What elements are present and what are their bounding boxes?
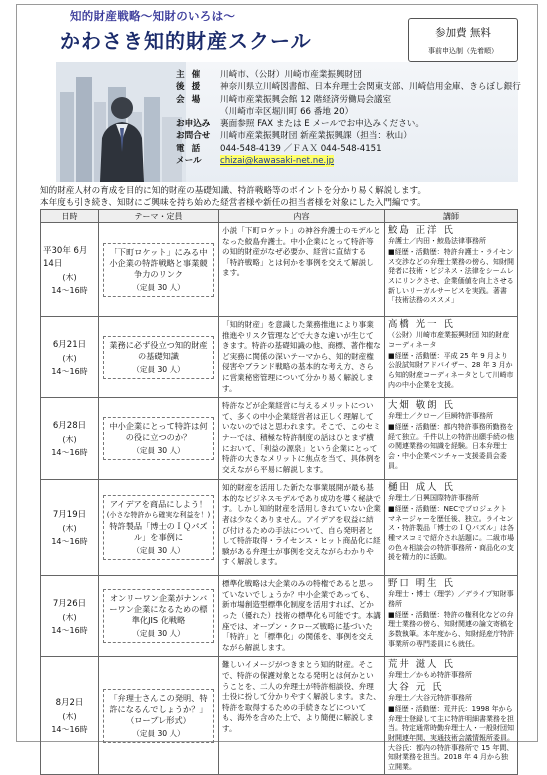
lecturer-name: 荒井 滋人 氏 bbox=[388, 659, 455, 671]
session-date: 6月21日 (木) 14～16時 bbox=[41, 317, 99, 398]
lecturer-bio: ■経歴・活動歴：荒井氏：1998 年から弁理士登録して主に特許明細書業務を担当。特定通常時勤弁理士人・一般財団知財開連年間、実通技術会議情報所委員。大谷氏：都内の特許事務所で 15 年間、知財業務を担当。2018 年 4 月から独立開業。 bbox=[388, 704, 514, 772]
theme-title: 業務に必ず役立つ知的財産の基礎知識 bbox=[109, 339, 208, 361]
contact-label: お問合せ bbox=[176, 131, 211, 142]
capacity: （定員 30 人） bbox=[132, 546, 185, 556]
session-lecturer bbox=[385, 657, 518, 775]
email-link[interactable]: chizai@kawasaki-net.ne.jp bbox=[220, 156, 335, 167]
session-lecturer bbox=[385, 223, 518, 317]
lecturer-name: 鮫島 正洋 氏 bbox=[388, 225, 455, 236]
flyer-subtitle: 知的財産戦略～知財のいろは～ bbox=[70, 9, 236, 23]
lecturer-bio: ■経歴・活動歴：NECでプロジェクトマネージャーを歴任後、独立。ライセンス・特許製品「博士のＩＱパズル」は各種マスコミで紹介され話題に。二級市場の色々相談会の特許事務所・商品化の支援を精力的に活動。 bbox=[388, 504, 514, 562]
session-date: 7月26日 (木) 14～16時 bbox=[41, 576, 99, 657]
intro-line: 知的財産人材の育成を目的に知的財産の基礎知識、特許戦略等のポイントを分かり易く解説します。 bbox=[40, 186, 427, 196]
theme-title: 中小企業にとって特許は何の役に立つのか？ bbox=[109, 421, 208, 443]
lecturer-name: 樋田 成人 氏 bbox=[388, 482, 455, 494]
apply-label: お申込み bbox=[176, 119, 211, 130]
theme-box bbox=[103, 589, 214, 643]
table-row bbox=[41, 398, 518, 480]
fee-note: 事前申込制（先着順） bbox=[428, 47, 498, 55]
theme-title-2: （ロープレ形式） bbox=[126, 714, 191, 725]
venue: 川崎市産業振興会館 12 階経済労働局会議室 bbox=[220, 94, 392, 105]
lecturer-name: 高橋 光一 氏 bbox=[388, 319, 455, 330]
support: 神奈川県立川崎図書館、日本弁理士会関東支部、川崎信用金庫、きらぼし銀行 bbox=[220, 82, 521, 93]
theme-title: アイデアを商品にしよう！ bbox=[109, 499, 208, 510]
lecturer-bio: ■経歴・活動歴：特許弁護士・ライセンス交渉などの弁理士業務の傍ら、知財開発者に技術・ビジネス・法律をシームレスにリンクさせ、企業価値を向上させる新しいリーガルサービスを実践。著書「技術法務のススメ」 bbox=[388, 247, 514, 305]
apply-text: 裏面参照 FAX または E メールでお申込みください。 bbox=[220, 119, 424, 130]
theme-title: 「下町ロケット」にみる中小企業の特許戦略と事業競争力のリンク bbox=[109, 246, 208, 279]
header-date: 日時 bbox=[41, 210, 99, 223]
table-row bbox=[41, 480, 518, 576]
session-date: 7月19日 (木) 14～16時 bbox=[41, 480, 99, 576]
theme-box bbox=[103, 417, 214, 460]
capacity: （定員 30 人） bbox=[132, 446, 185, 456]
session-content: 「知的財産」を意識した業務推進により事業推進やリスク管理などで大きな違いが生じてきます。特許の基礎知識の他、商標、著作権など実務に関係の深いテーマから、知的財産権侵害やブランド戦略の基本的な考え方、さらに営業秘密管理について分かり易く解説します。 bbox=[219, 317, 385, 398]
lecturer-affiliation: 弁理士／日興国際特許事務所 bbox=[388, 494, 479, 503]
table-row bbox=[41, 576, 518, 657]
header-theme: テーマ・定員 bbox=[99, 210, 219, 223]
theme-box bbox=[103, 243, 214, 297]
session-content: 難しいイメージがつきまとう知的財産。そこで、特許の保護対象となる発明とは何かということを、二人の弁理士が特許相談役、弁理士役に扮して分かりやすく解説します。また、特許を取得するための手続きなどについても、海外を含めた上で、より簡便に解説します。 bbox=[219, 657, 385, 775]
capacity: （定員 30 人） bbox=[132, 282, 185, 292]
theme-box bbox=[103, 336, 214, 379]
session-lecturer bbox=[385, 480, 518, 576]
flyer-title: かわさき知的財産スクール bbox=[60, 29, 312, 53]
session-content: 特許などが企業経営に与えるメリットについて、多くの中小企業経営者は正しく理解していないのではと思われます。そこで、このセミナーでは、積極な特許制度の話はひとまず横において、「利益の源泉」という企業にとって特許の大きなメリットに焦点を当て、具体例を交えながら平易に解説します。 bbox=[219, 398, 385, 480]
capacity: （定員 30 人） bbox=[132, 364, 185, 374]
session-theme bbox=[99, 657, 219, 775]
session-content: 小説「下町ロケット」の神谷弁護士のモデルとなった鮫島弁護士。中小企業にとって特許等の知的財産がなぜ必要か、経営に直結する「特許戦略」とは何かを事例を交えて解説します。 bbox=[219, 223, 385, 317]
organizer: 川崎市、（公財）川崎市産業振興財団 bbox=[220, 70, 362, 80]
header-content: 内容 bbox=[219, 210, 385, 223]
session-date: 6月28日 (木) 14～16時 bbox=[41, 398, 99, 480]
fee-label: 参加費 無料 bbox=[435, 27, 491, 39]
contact-text: 川崎市産業振興財団 新産業振興課（担当：秋山） bbox=[220, 131, 412, 142]
lecturer-affiliation: 弁理士・博士（理学）／デライプ知財事務所 bbox=[388, 590, 514, 608]
session-content: 標準化戦略は大企業のみの特権であると思っていないでしょうか？中小企業であっても、新市場創造型標準化制度を活用すれば、どかった（優れた）技術の標準化も可能です。本講座では、オープン・クローズ戦略に基づいた「特許」と「標準化」の関係を、事例を交えながら解説します。 bbox=[219, 576, 385, 657]
table-row bbox=[41, 657, 518, 775]
support-label: 後 援 bbox=[176, 82, 203, 93]
session-lecturer bbox=[385, 576, 518, 657]
session-date: 8月2日 (木) 14～16時 bbox=[41, 657, 99, 775]
session-lecturer bbox=[385, 317, 518, 398]
lecturer-name: 大谷 元 氏 bbox=[388, 682, 444, 694]
lecturer-affiliation: 弁理士／大谷元特許事務所 bbox=[388, 694, 472, 703]
theme-title: オンリーワン企業がナンバーワン企業になるための標準化JIS 化戦略 bbox=[109, 593, 208, 626]
lecturer-name: 大畑 敬朗 氏 bbox=[388, 400, 455, 412]
header-lecturer: 講師 bbox=[385, 210, 518, 223]
table-header-row bbox=[41, 210, 518, 223]
event-info bbox=[176, 69, 521, 167]
lecturer-bio: ■経歴・活動歴：都内特許事務所勤務を経て独立。千件以上の特許出願手続の他の関連業務の知識を経験。日本弁理士会・中小企業ベンチャー支援委員会委員。 bbox=[388, 422, 514, 470]
venue-label: 会 場 bbox=[176, 94, 203, 105]
lecturer-affiliation: 弁理士／かもめ特許事務所 bbox=[388, 671, 472, 680]
theme-subtitle: (小さな特許から確実な利益を！) bbox=[106, 511, 211, 520]
theme-box bbox=[103, 495, 214, 560]
session-theme bbox=[99, 480, 219, 576]
mail-label: メール bbox=[176, 156, 202, 167]
lecturer-name: 野口 明生 氏 bbox=[388, 578, 455, 590]
schedule-table bbox=[40, 209, 518, 775]
session-theme bbox=[99, 576, 219, 657]
session-date: 平30年 6月14日 (木) 14～16時 bbox=[41, 223, 99, 317]
lecturer-affiliation: 弁護士／内田・鮫島法律事務所 bbox=[388, 237, 486, 245]
lecturer-affiliation: 弁理士／クロー／巨瞬特許事務所 bbox=[388, 412, 493, 421]
table-row bbox=[41, 317, 518, 398]
session-theme bbox=[99, 317, 219, 398]
lecturer-affiliation: （公財）川崎市産業振興財団 知的財産コーディネータ bbox=[388, 331, 510, 349]
intro-line: 本年度も引き続き、知財にご興味を持ち始めた経営者様や新任の担当者様を対象にした入門編です。 bbox=[40, 198, 426, 208]
session-lecturer bbox=[385, 398, 518, 480]
phone-label: 電 話 bbox=[176, 143, 203, 154]
venue-address: （川崎市幸区堀川町 66 番地 20） bbox=[220, 106, 354, 117]
session-theme bbox=[99, 398, 219, 480]
lecturer-bio: ■経歴・活動歴：特許の権利化などの弁理士業務の傍ら、知財関連の論文寄稿を多数執筆。本年度から、知財経産庁特許事業所の専門委員にも就任。 bbox=[388, 610, 514, 648]
session-content: 知的財産を活用した新たな事業展開が最も基本的なビジネスモデルであり成功を導く秘訣です。しかし知的財産を活用しきれていない企業者は少なくありません。アイデアを収益に結び付けるための手法について、自ら発明者として特許取得・ライセンス・ヒット商品化に経験がある弁理士が事例を交えながらわかりやすく解説します。 bbox=[219, 480, 385, 576]
theme-box bbox=[103, 689, 214, 743]
hero-banner bbox=[56, 62, 521, 182]
session-theme bbox=[99, 223, 219, 317]
phone-fax: 044-548-4139 ／ＦＡＸ 044-548-4151 bbox=[220, 143, 382, 154]
organizer-label: 主 催 bbox=[176, 70, 203, 80]
table-row bbox=[41, 223, 518, 317]
theme-title-2: 特許製品「博士のＩＱパズル」を事例に bbox=[109, 521, 208, 543]
capacity: （定員 30 人） bbox=[132, 728, 185, 738]
capacity: （定員 30 人） bbox=[132, 629, 185, 639]
fee-box bbox=[408, 18, 518, 62]
businessman-cityscape-image bbox=[56, 62, 186, 182]
lecturer-bio: ■経歴・活動歴：平成 25 年 9 月より公設試知財アドバイザー、28 年 3 月から知的財産コーディネータとして川崎市内の中小企業を支援。 bbox=[388, 351, 514, 389]
intro-text bbox=[40, 185, 426, 209]
theme-title: 「弁理士さんこの発明、特許になるんでしょうか？」 bbox=[109, 692, 208, 714]
